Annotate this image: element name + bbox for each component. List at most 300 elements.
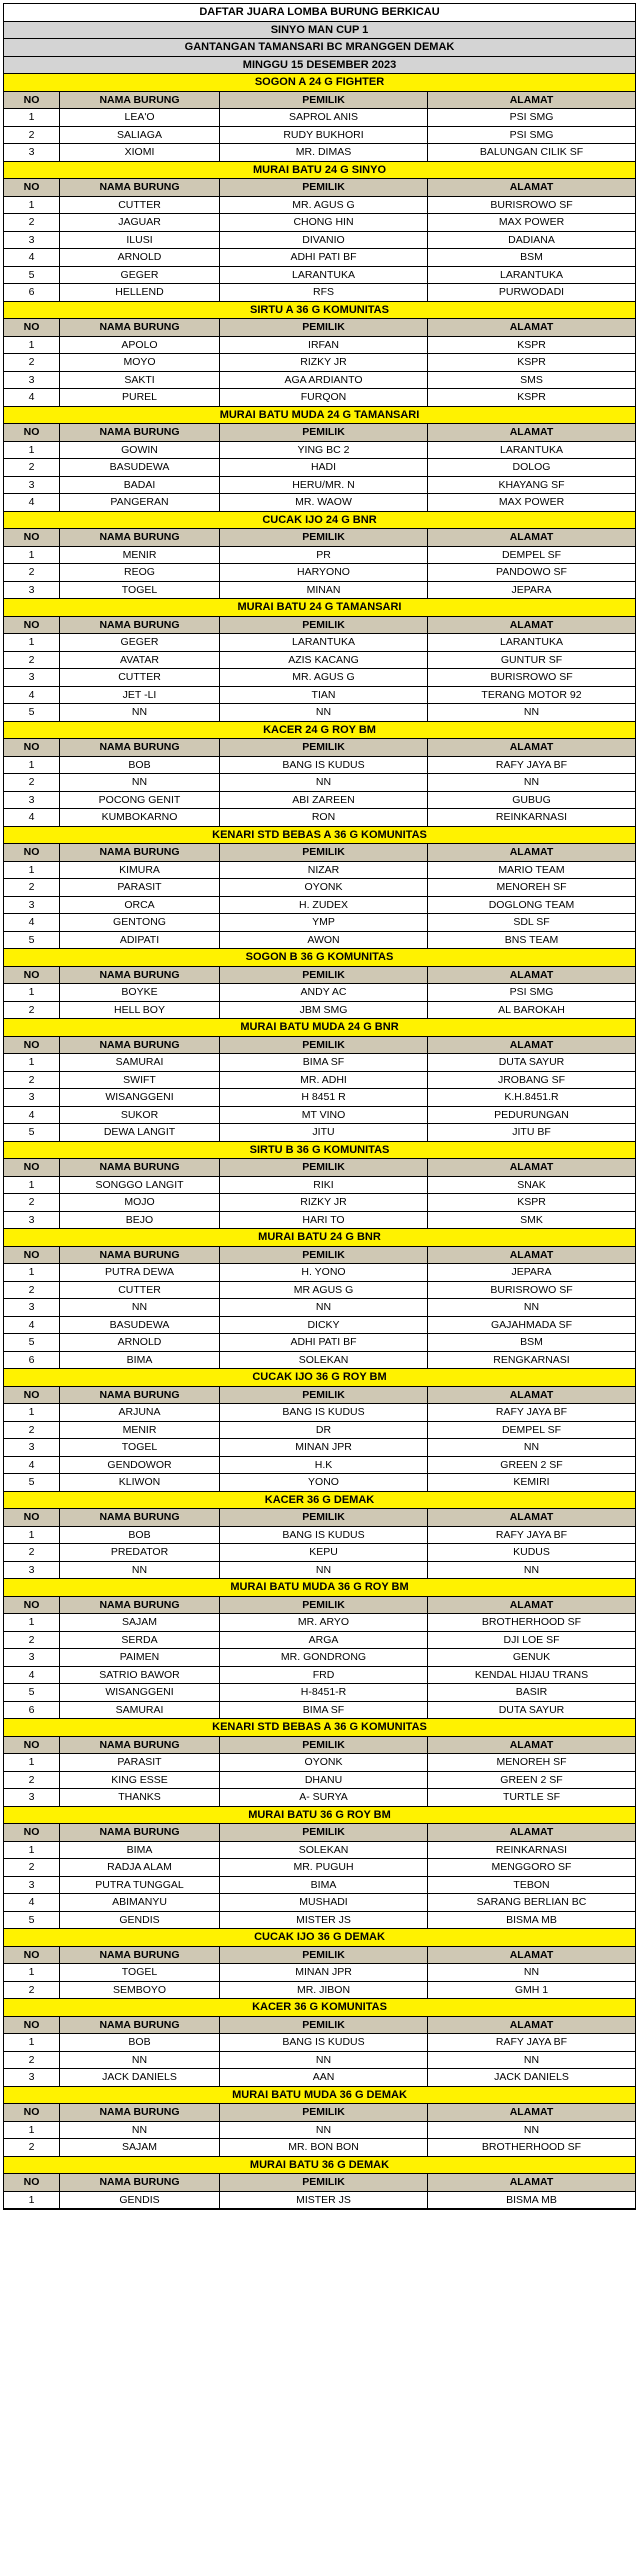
address-cell: SMK xyxy=(520,1213,543,1226)
owner-cell: MINAN JPR xyxy=(220,1964,428,1981)
rank-cell: 1 xyxy=(4,442,60,459)
rank-cell: 3 xyxy=(4,2069,60,2086)
bird-name-cell: WISANGGENI xyxy=(60,1089,220,1106)
table-row xyxy=(4,442,635,460)
table-row xyxy=(4,197,635,215)
col-header-address: ALAMAT xyxy=(509,2106,554,2118)
address-cell: BURISROWO SF xyxy=(490,1283,573,1296)
col-header-bird-name: NAMA BURUNG xyxy=(60,844,220,861)
col-header-bird-name: NAMA BURUNG xyxy=(60,1247,220,1264)
column-header-row xyxy=(4,2017,635,2035)
col-header-address: ALAMAT xyxy=(509,93,554,106)
column-header-row xyxy=(4,1037,635,1055)
event-name: SINYO MAN CUP 1 xyxy=(4,22,635,40)
col-header-no: NO xyxy=(4,1037,60,1054)
table-row xyxy=(4,1912,635,1930)
table-row xyxy=(4,1632,635,1650)
owner-cell: DICKY xyxy=(220,1317,428,1334)
class-title: KACER 36 G KOMUNITAS xyxy=(4,1999,635,2017)
owner-cell: H. YONO xyxy=(220,1264,428,1281)
bird-name-cell: BADAI xyxy=(60,477,220,494)
col-header-no: NO xyxy=(4,2017,60,2034)
rank-cell: 3 xyxy=(4,372,60,389)
table-row xyxy=(4,249,635,267)
table-row xyxy=(4,634,635,652)
class-title: KACER 24 G ROY BM xyxy=(4,722,635,740)
owner-cell: MR. PUGUH xyxy=(220,1859,428,1876)
bird-name-cell: BASUDEWA xyxy=(60,459,220,476)
address-cell: REINKARNASI xyxy=(495,1843,568,1856)
rank-cell: 3 xyxy=(4,1789,60,1806)
column-header-row xyxy=(4,1947,635,1965)
bird-name-cell: RADJA ALAM xyxy=(60,1859,220,1876)
address-cell: DADIANA xyxy=(508,233,555,246)
owner-cell: LARANTUKA xyxy=(220,267,428,284)
bird-name-cell: NN xyxy=(60,1299,220,1316)
table-row xyxy=(4,652,635,670)
address-cell: SARANG BERLIAN BC xyxy=(476,1896,587,1908)
bird-name-cell: GEGER xyxy=(60,634,220,651)
bird-name-cell: BIMA xyxy=(60,1352,220,1369)
address-cell: DEMPEL SF xyxy=(501,548,562,561)
class-title: MURAI BATU 36 G DEMAK xyxy=(4,2157,635,2175)
table-row xyxy=(4,1334,635,1352)
table-row xyxy=(4,1649,635,1667)
owner-cell: LARANTUKA xyxy=(220,634,428,651)
col-header-bird-name: NAMA BURUNG xyxy=(60,2104,220,2121)
table-row xyxy=(4,284,635,302)
column-header-row xyxy=(4,2104,635,2122)
table-row xyxy=(4,792,635,810)
col-header-address: ALAMAT xyxy=(509,1598,554,1611)
owner-cell: H.K xyxy=(220,1457,428,1474)
owner-cell: A- SURYA xyxy=(220,1789,428,1806)
col-header-owner: PEMILIK xyxy=(220,739,428,756)
address-cell: BASIR xyxy=(515,1686,548,1698)
owner-cell: NN xyxy=(220,1299,428,1316)
rank-cell: 1 xyxy=(4,1264,60,1281)
col-header-bird-name: NAMA BURUNG xyxy=(60,1947,220,1964)
address-cell: MENOREH SF xyxy=(496,881,567,893)
column-header-row xyxy=(4,179,635,197)
bird-name-cell: KING ESSE xyxy=(60,1772,220,1789)
column-header-row xyxy=(4,1509,635,1527)
table-row xyxy=(4,389,635,407)
results-sections xyxy=(4,74,635,2209)
rank-cell: 1 xyxy=(4,547,60,564)
col-header-bird-name: NAMA BURUNG xyxy=(60,739,220,756)
col-header-owner: PEMILIK xyxy=(220,1947,428,1964)
table-row xyxy=(4,1964,635,1982)
table-row xyxy=(4,704,635,722)
bird-name-cell: HELLEND xyxy=(60,284,220,301)
table-row xyxy=(4,932,635,950)
bird-name-cell: MENIR xyxy=(60,1422,220,1439)
class-title: SIRTU B 36 G KOMUNITAS xyxy=(4,1142,635,1160)
rank-cell: 2 xyxy=(4,1544,60,1561)
owner-cell: MR. AGUS G xyxy=(220,669,428,686)
rank-cell: 2 xyxy=(4,1422,60,1439)
class-title: MURAI BATU 36 G ROY BM xyxy=(4,1807,635,1825)
address-cell: JROBANG SF xyxy=(497,1073,566,1086)
col-header-address: ALAMAT xyxy=(509,1038,554,1051)
table-row xyxy=(4,1789,635,1807)
col-header-no: NO xyxy=(4,1159,60,1176)
table-row xyxy=(4,1089,635,1107)
owner-cell: H-8451-R xyxy=(220,1684,428,1701)
rank-cell: 3 xyxy=(4,1439,60,1456)
col-header-bird-name: NAMA BURUNG xyxy=(60,319,220,336)
col-header-address: ALAMAT xyxy=(509,1738,554,1751)
table-row xyxy=(4,1439,635,1457)
table-row xyxy=(4,1194,635,1212)
bird-name-cell: HELL BOY xyxy=(60,1002,220,1019)
bird-name-cell: GENDIS xyxy=(60,1912,220,1929)
class-title: KENARI STD BEBAS A 36 G KOMUNITAS xyxy=(4,1719,635,1737)
owner-cell: RON xyxy=(220,809,428,826)
col-header-no: NO xyxy=(4,2174,60,2191)
bird-name-cell: MOYO xyxy=(60,354,220,371)
col-header-no: NO xyxy=(4,1387,60,1404)
bird-name-cell: BOB xyxy=(60,2034,220,2051)
class-title: MURAI BATU MUDA 36 G DEMAK xyxy=(4,2087,635,2105)
table-row xyxy=(4,1562,635,1580)
col-header-owner: PEMILIK xyxy=(220,1597,428,1614)
bird-name-cell: MENIR xyxy=(60,547,220,564)
class-title: KACER 36 G DEMAK xyxy=(4,1492,635,1510)
rank-cell: 1 xyxy=(4,197,60,214)
rank-cell: 4 xyxy=(4,494,60,511)
address-cell: BALUNGAN CILIK SF xyxy=(479,146,584,158)
address-cell: KSPR xyxy=(517,356,546,368)
rank-cell: 1 xyxy=(4,1842,60,1859)
rank-cell: 1 xyxy=(4,2122,60,2139)
address-cell: MARIO TEAM xyxy=(498,863,565,876)
owner-cell: BANG IS KUDUS xyxy=(220,2034,428,2051)
owner-cell: BIMA SF xyxy=(220,1702,428,1719)
class-title: MURAI BATU MUDA 24 G BNR xyxy=(4,1019,635,1037)
col-header-no: NO xyxy=(4,844,60,861)
table-row xyxy=(4,1527,635,1545)
rank-cell: 4 xyxy=(4,1457,60,1474)
address-cell: NN xyxy=(523,706,540,718)
col-header-no: NO xyxy=(4,179,60,196)
rank-cell: 2 xyxy=(4,2139,60,2156)
col-header-owner: PEMILIK xyxy=(220,1737,428,1754)
rank-cell: 2 xyxy=(4,1002,60,1019)
bird-name-cell: SAKTI xyxy=(60,372,220,389)
table-row xyxy=(4,232,635,250)
bird-name-cell: PREDATOR xyxy=(60,1544,220,1561)
col-header-owner: PEMILIK xyxy=(220,2104,428,2121)
bird-name-cell: DEWA LANGIT xyxy=(60,1124,220,1141)
bird-name-cell: PUREL xyxy=(60,389,220,406)
address-cell: SDL SF xyxy=(513,916,550,928)
class-title: CUCAK IJO 36 G ROY BM xyxy=(4,1369,635,1387)
owner-cell: FRD xyxy=(220,1667,428,1684)
col-header-address: ALAMAT xyxy=(509,618,554,631)
bird-name-cell: CUTTER xyxy=(60,197,220,214)
rank-cell: 5 xyxy=(4,267,60,284)
bird-name-cell: SAMURAI xyxy=(60,1054,220,1071)
table-row xyxy=(4,1177,635,1195)
rank-cell: 2 xyxy=(4,564,60,581)
table-row xyxy=(4,1667,635,1685)
owner-cell: BANG IS KUDUS xyxy=(220,1527,428,1544)
address-cell: BSM xyxy=(520,1336,543,1348)
col-header-address: ALAMAT xyxy=(509,2018,554,2031)
col-header-bird-name: NAMA BURUNG xyxy=(60,2017,220,2034)
rank-cell: 1 xyxy=(4,337,60,354)
col-header-owner: PEMILIK xyxy=(220,617,428,634)
bird-name-cell: TOGEL xyxy=(60,582,220,599)
owner-cell: SAPROL ANIS xyxy=(220,109,428,126)
table-row xyxy=(4,1702,635,1720)
bird-name-cell: NN xyxy=(60,2122,220,2139)
bird-name-cell: ARNOLD xyxy=(60,1334,220,1351)
address-cell: RAFY JAYA BF xyxy=(495,2036,568,2048)
col-header-bird-name: NAMA BURUNG xyxy=(60,1509,220,1526)
col-header-owner: PEMILIK xyxy=(220,1824,428,1841)
bird-name-cell: BOB xyxy=(60,1527,220,1544)
owner-cell: MR. JIBON xyxy=(220,1982,428,1999)
rank-cell: 3 xyxy=(4,1877,60,1894)
rank-cell: 5 xyxy=(4,1124,60,1141)
col-header-owner: PEMILIK xyxy=(220,967,428,984)
rank-cell: 4 xyxy=(4,249,60,266)
table-row xyxy=(4,494,635,512)
bird-name-cell: GOWIN xyxy=(60,442,220,459)
address-cell: TURTLE SF xyxy=(503,1791,560,1803)
address-cell: PEDURUNGAN xyxy=(494,1108,569,1121)
class-title: KENARI STD BEBAS A 36 G KOMUNITAS xyxy=(4,827,635,845)
table-row xyxy=(4,1282,635,1300)
address-cell: GREEN 2 SF xyxy=(500,1773,563,1786)
owner-cell: AWON xyxy=(220,932,428,949)
owner-cell: MR. WAOW xyxy=(220,494,428,511)
rank-cell: 4 xyxy=(4,389,60,406)
table-row xyxy=(4,354,635,372)
owner-cell: HADI xyxy=(220,459,428,476)
owner-cell: ANDY AC xyxy=(220,984,428,1001)
bird-name-cell: APOLO xyxy=(60,337,220,354)
bird-name-cell: NN xyxy=(60,2052,220,2069)
col-header-no: NO xyxy=(4,739,60,756)
bird-name-cell: ARNOLD xyxy=(60,249,220,266)
rank-cell: 1 xyxy=(4,109,60,126)
rank-cell: 2 xyxy=(4,1072,60,1089)
rank-cell: 3 xyxy=(4,1212,60,1229)
col-header-owner: PEMILIK xyxy=(220,92,428,109)
address-cell: MAX POWER xyxy=(498,216,565,228)
column-header-row xyxy=(4,617,635,635)
bird-name-cell: GENDIS xyxy=(60,2192,220,2209)
owner-cell: BANG IS KUDUS xyxy=(220,757,428,774)
address-cell: BSM xyxy=(520,251,543,263)
owner-cell: RIKI xyxy=(220,1177,428,1194)
owner-cell: HARI TO xyxy=(220,1212,428,1229)
owner-cell: JITU xyxy=(220,1124,428,1141)
rank-cell: 1 xyxy=(4,634,60,651)
table-row xyxy=(4,1404,635,1422)
owner-cell: NIZAR xyxy=(220,862,428,879)
bird-name-cell: REOG xyxy=(60,564,220,581)
rank-cell: 3 xyxy=(4,477,60,494)
rank-cell: 1 xyxy=(4,2192,60,2209)
col-header-no: NO xyxy=(4,1737,60,1754)
address-cell: NN xyxy=(523,1563,540,1576)
class-title: MURAI BATU 24 G SINYO xyxy=(4,162,635,180)
col-header-owner: PEMILIK xyxy=(220,1037,428,1054)
col-header-no: NO xyxy=(4,424,60,441)
col-header-bird-name: NAMA BURUNG xyxy=(60,2174,220,2191)
table-row xyxy=(4,879,635,897)
address-cell: PSI SMG xyxy=(509,986,554,998)
owner-cell: YONO xyxy=(220,1474,428,1491)
bird-name-cell: NN xyxy=(60,704,220,721)
address-cell: NN xyxy=(523,2123,540,2136)
col-header-no: NO xyxy=(4,617,60,634)
table-row xyxy=(4,2192,635,2210)
rank-cell: 5 xyxy=(4,1684,60,1701)
address-cell: NN xyxy=(523,1441,540,1453)
col-header-no: NO xyxy=(4,529,60,546)
col-header-owner: PEMILIK xyxy=(220,2017,428,2034)
owner-cell: ARGA xyxy=(220,1632,428,1649)
address-cell: KUDUS xyxy=(513,1546,550,1558)
rank-cell: 2 xyxy=(4,127,60,144)
address-cell: KSPR xyxy=(517,338,546,351)
bird-name-cell: KLIWON xyxy=(60,1474,220,1491)
rank-cell: 1 xyxy=(4,1177,60,1194)
owner-cell: MR. DIMAS xyxy=(220,144,428,161)
bird-name-cell: TOGEL xyxy=(60,1964,220,1981)
address-cell: GREEN 2 SF xyxy=(500,1458,563,1471)
col-header-address: ALAMAT xyxy=(509,1511,554,1523)
owner-cell: MINAN JPR xyxy=(220,1439,428,1456)
col-header-owner: PEMILIK xyxy=(220,319,428,336)
col-header-bird-name: NAMA BURUNG xyxy=(60,617,220,634)
rank-cell: 2 xyxy=(4,774,60,791)
owner-cell: DIVANIO xyxy=(220,232,428,249)
bird-name-cell: BOB xyxy=(60,757,220,774)
owner-cell: AAN xyxy=(220,2069,428,2086)
rank-cell: 4 xyxy=(4,914,60,931)
rank-cell: 5 xyxy=(4,704,60,721)
owner-cell: NN xyxy=(220,704,428,721)
owner-cell: IRFAN xyxy=(220,337,428,354)
owner-cell: BIMA xyxy=(220,1877,428,1894)
bird-name-cell: AVATAR xyxy=(60,652,220,669)
bird-name-cell: CUTTER xyxy=(60,1282,220,1299)
address-cell: PURWODADI xyxy=(498,286,565,298)
owner-cell: ADHI PATI BF xyxy=(220,1334,428,1351)
class-title: MURAI BATU 24 G BNR xyxy=(4,1229,635,1247)
bird-name-cell: GENDOWOR xyxy=(60,1457,220,1474)
col-header-owner: PEMILIK xyxy=(220,529,428,546)
class-title: MURAI BATU MUDA 24 G TAMANSARI xyxy=(4,407,635,425)
table-row xyxy=(4,127,635,145)
col-header-no: NO xyxy=(4,1597,60,1614)
address-cell: MAX POWER xyxy=(498,496,565,508)
col-header-no: NO xyxy=(4,319,60,336)
address-cell: BNS TEAM xyxy=(504,933,559,946)
col-header-no: NO xyxy=(4,92,60,109)
rank-cell: 4 xyxy=(4,1107,60,1124)
owner-cell: CHONG HIN xyxy=(220,214,428,231)
address-cell: REINKARNASI xyxy=(495,811,568,823)
owner-cell: HERU/MR. N xyxy=(220,477,428,494)
col-header-bird-name: NAMA BURUNG xyxy=(60,1037,220,1054)
bird-name-cell: SATRIO BAWOR xyxy=(60,1667,220,1684)
address-cell: BROTHERHOOD SF xyxy=(481,1616,582,1628)
table-row xyxy=(4,144,635,162)
address-cell: JEPARA xyxy=(511,1266,552,1278)
table-row xyxy=(4,1072,635,1090)
rank-cell: 2 xyxy=(4,1772,60,1789)
col-header-no: NO xyxy=(4,2104,60,2121)
table-row xyxy=(4,914,635,932)
col-header-bird-name: NAMA BURUNG xyxy=(60,424,220,441)
col-header-address: ALAMAT xyxy=(509,1161,554,1173)
col-header-owner: PEMILIK xyxy=(220,1509,428,1526)
rank-cell: 4 xyxy=(4,687,60,704)
column-header-row xyxy=(4,1824,635,1842)
owner-cell: NN xyxy=(220,1562,428,1579)
rank-cell: 5 xyxy=(4,1912,60,1929)
rank-cell: 2 xyxy=(4,1282,60,1299)
owner-cell: NN xyxy=(220,2122,428,2139)
class-title: MURAI BATU 24 G TAMANSARI xyxy=(4,599,635,617)
address-cell: TERANG MOTOR 92 xyxy=(481,688,582,701)
table-row xyxy=(4,2069,635,2087)
owner-cell: MISTER JS xyxy=(220,2192,428,2209)
table-row xyxy=(4,1002,635,1020)
address-cell: BISMA MB xyxy=(506,2193,557,2206)
address-cell: GENUK xyxy=(512,1651,551,1663)
owner-cell: BANG IS KUDUS xyxy=(220,1404,428,1421)
address-cell: SMS xyxy=(520,373,543,386)
owner-cell: SOLEKAN xyxy=(220,1352,428,1369)
col-header-no: NO xyxy=(4,967,60,984)
address-cell: JITU BF xyxy=(512,1126,551,1138)
address-cell: RAFY JAYA BF xyxy=(495,1528,568,1541)
rank-cell: 1 xyxy=(4,2034,60,2051)
address-cell: PSI SMG xyxy=(509,111,554,123)
rank-cell: 5 xyxy=(4,1334,60,1351)
class-title: CUCAK IJO 36 G DEMAK xyxy=(4,1929,635,1947)
column-header-row xyxy=(4,1737,635,1755)
bird-name-cell: JACK DANIELS xyxy=(60,2069,220,2086)
rank-cell: 5 xyxy=(4,932,60,949)
table-row xyxy=(4,372,635,390)
rank-cell: 2 xyxy=(4,354,60,371)
table-row xyxy=(4,547,635,565)
bird-name-cell: NN xyxy=(60,1562,220,1579)
rank-cell: 1 xyxy=(4,1527,60,1544)
bird-name-cell: WISANGGENI xyxy=(60,1684,220,1701)
event-date: MINGGU 15 DESEMBER 2023 xyxy=(4,57,635,75)
column-header-row xyxy=(4,529,635,547)
rank-cell: 6 xyxy=(4,284,60,301)
rank-cell: 6 xyxy=(4,1352,60,1369)
rank-cell: 3 xyxy=(4,1649,60,1666)
rank-cell: 2 xyxy=(4,2052,60,2069)
col-header-bird-name: NAMA BURUNG xyxy=(60,529,220,546)
address-cell: TEBON xyxy=(513,1878,550,1891)
owner-cell: SOLEKAN xyxy=(220,1842,428,1859)
bird-name-cell: ADIPATI xyxy=(60,932,220,949)
